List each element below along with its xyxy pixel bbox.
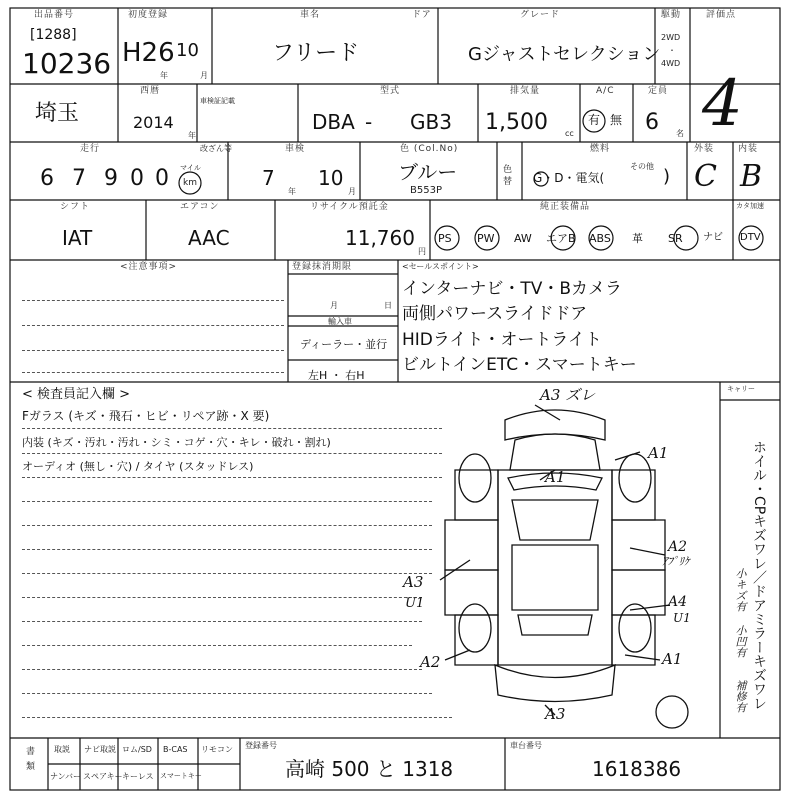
aircon-value: AAC	[188, 226, 230, 250]
damage-left-door-note: U1	[405, 596, 425, 611]
mileage-note: 改ざん等	[200, 144, 232, 153]
doc-bcas: B-CAS	[163, 745, 188, 754]
import-steering: 左H ・ 右H	[308, 369, 365, 382]
deadline-month-unit: 月	[330, 301, 338, 310]
displacement-header: 排気量	[510, 86, 541, 96]
inspector-header: < 検査員記入欄 >	[22, 387, 131, 402]
damage-hood: A1	[545, 468, 566, 486]
catalytic-header: カタ加速	[736, 202, 764, 210]
side-note-scratch: 小キズ有	[734, 568, 747, 612]
displacement-unit: cc	[565, 129, 574, 138]
inspection-month: 10	[318, 166, 344, 190]
damage-right-door-note: ｱﾌﾟﾘｹ	[662, 555, 690, 568]
registration-number-header: 登録番号	[245, 741, 277, 750]
color-code: B553P	[410, 185, 442, 196]
exterior-header: 外装	[694, 144, 715, 154]
door-header: ドア	[412, 10, 432, 20]
fuel-options: G・D・電気(	[533, 171, 605, 185]
equipment-abs: ABS	[589, 232, 611, 245]
color-name: ブルー	[398, 160, 458, 184]
import-dealer: ディーラー・並行	[300, 338, 388, 351]
fuel-close: )	[663, 166, 671, 187]
score-value: 4	[702, 67, 743, 141]
first-reg-note: 車検証記載	[200, 97, 235, 105]
interior-grade: B	[740, 159, 763, 194]
lot-number-header: 出品番号	[34, 10, 75, 20]
first-registration-month: 10	[176, 40, 199, 61]
import-car-label: 輸入車	[328, 317, 352, 326]
model-prefix: DBA	[312, 110, 355, 134]
model-year: 2014	[133, 113, 174, 132]
damage-left-door: A3	[403, 573, 424, 591]
mileage-unit: km	[183, 178, 197, 188]
displacement-value: 1,500	[485, 110, 548, 135]
damage-right-rear-note: U1	[673, 611, 691, 625]
recycle-unit: 円	[418, 247, 426, 256]
first-registration-era: H26	[122, 38, 175, 68]
doc-spare-key: スペアキー	[83, 772, 123, 781]
damage-right-door: A2	[668, 539, 688, 555]
inspector-line-interior: 内装 (キズ・汚れ・汚れ・シミ・コゲ・穴・キレ・破れ・割れ)	[22, 436, 331, 449]
equipment-dtv: DTV	[740, 232, 761, 243]
sales-point-4: ビルトインETC・スマートキー	[402, 355, 637, 375]
drive-2wd: 2WD	[661, 33, 681, 42]
mileage-digit-5: 0	[155, 166, 169, 191]
lot-number: 10236	[22, 47, 112, 80]
ac-yes: 有	[588, 113, 601, 127]
chassis-number-header: 車台番号	[510, 741, 542, 750]
fuel-other: その他	[630, 162, 654, 171]
doc-manual: 取説	[54, 745, 70, 754]
doc-rom: ロム/SD	[122, 745, 152, 754]
ac-header: A/C	[596, 86, 615, 96]
model-sep: -	[365, 110, 373, 134]
sales-point-3: HIDライト・オートライト	[402, 330, 602, 350]
month-unit: 月	[200, 71, 208, 80]
sales-points-header: <セールスポイント>	[402, 262, 479, 271]
inspection-year-unit: 年	[288, 187, 296, 196]
recycle-value: 11,760	[345, 226, 415, 250]
deadline-day-unit: 日	[384, 301, 392, 310]
doc-navi-manual: ナビ取説	[84, 745, 116, 754]
inspection-year: 7	[262, 166, 275, 190]
capacity-value: 6	[645, 110, 659, 135]
color-change-label: 色替	[503, 165, 513, 187]
damage-left-rear: A2	[420, 653, 441, 671]
equipment-aw: AW	[514, 232, 532, 245]
damage-right-rear-wheel: A1	[662, 650, 683, 668]
mileage-mile-label: マイル	[180, 164, 201, 172]
score-header: 評価点	[706, 10, 737, 20]
side-note-dent: 小凹有	[734, 625, 747, 658]
capacity-unit: 名	[676, 129, 684, 138]
deadline-header: 登録抹消期限	[292, 262, 353, 272]
engine-type-header: 型式	[380, 86, 401, 96]
doc-remote: リモコン	[201, 745, 233, 754]
mileage-digit-4: 0	[130, 166, 144, 191]
capacity-header: 定員	[648, 86, 669, 96]
car-name: フリード	[272, 41, 360, 66]
drive-sep: ・	[668, 46, 676, 55]
sales-point-1: インターナビ・TV・Bカメラ	[402, 279, 622, 299]
mileage-digit-3: 9	[104, 166, 118, 191]
first-registration-header: 初度登録	[128, 10, 169, 20]
registration-number: 高崎 500 と 1318	[285, 757, 454, 781]
shift-value: IAT	[62, 226, 93, 250]
equipment-sr: SR	[668, 232, 683, 245]
equipment-leather: 革	[632, 232, 643, 245]
model-code: GB3	[410, 110, 452, 134]
documents-header: 書類	[24, 746, 34, 776]
inspection-month-unit: 月	[348, 187, 356, 196]
grade-header: グレード	[520, 10, 561, 20]
shift-header: シフト	[60, 202, 91, 212]
aircon-header: エアコン	[180, 202, 220, 212]
notes-header: <注意事項>	[120, 262, 178, 272]
drive-4wd: 4WD	[661, 59, 681, 68]
equipment-airbag: エアB	[546, 232, 576, 245]
mileage-header: 走行	[80, 144, 101, 154]
side-note-repair: 補修有	[734, 680, 747, 713]
inspector-line-glass: Fガラス (キズ・飛石・ヒビ・リペア跡・X 要)	[22, 409, 270, 423]
sales-point-2: 両側パワースライドドア	[402, 304, 588, 324]
doc-keyless: キーレス	[122, 772, 154, 781]
seireki-header: 西暦	[140, 86, 161, 96]
mileage-digit-2: 7	[72, 166, 86, 191]
interior-header: 内装	[738, 144, 759, 154]
ac-no: 無	[610, 113, 623, 127]
drive-header: 駆動	[661, 10, 682, 20]
damage-rear-bumper: A3	[545, 705, 566, 723]
region: 埼玉	[35, 101, 80, 126]
chassis-number: 1618386	[592, 757, 682, 781]
year-unit: 年	[160, 71, 168, 80]
doc-number-plate: ナンバー	[50, 772, 82, 781]
carry-header: キャリー	[727, 385, 755, 393]
inspection-header: 車検	[285, 144, 306, 154]
car-name-header: 車名	[300, 10, 321, 20]
equipment-header: 純正装備品	[540, 202, 591, 212]
exterior-grade: C	[694, 159, 717, 194]
equipment-ps: PS	[438, 232, 452, 245]
damage-right-front: A1	[648, 444, 669, 462]
doc-smart-key: スマートキー	[160, 772, 202, 780]
color-header: 色 (Col.No)	[400, 144, 459, 154]
lot-code: [1288]	[30, 27, 77, 43]
fuel-header: 燃料	[590, 144, 611, 154]
inspector-line-audio: オーディオ (無し・穴) / タイヤ (スタッドレス)	[22, 460, 254, 473]
side-note-main: ホイル・CPキズワレ／ドアミラーキズワレ	[751, 440, 767, 711]
damage-right-rear: A4	[668, 594, 688, 610]
grade: Gジャストセレクション	[468, 44, 661, 65]
equipment-pw: PW	[477, 232, 495, 245]
equipment-navi: ナビ	[703, 232, 723, 243]
mileage-digit-1: 6	[40, 166, 54, 191]
damage-top-bumper: A3 ズレ	[540, 386, 596, 404]
model-year-unit: 年	[188, 131, 196, 140]
recycle-header: リサイクル預託金	[310, 202, 389, 212]
